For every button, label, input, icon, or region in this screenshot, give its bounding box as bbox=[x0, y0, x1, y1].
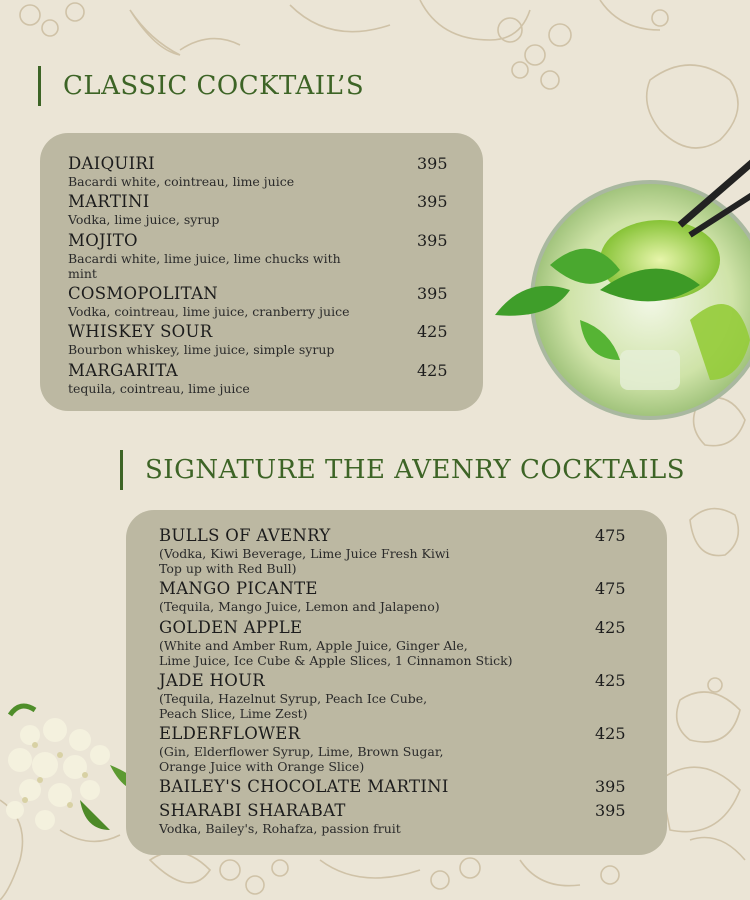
menu-item-name: MARGARITA bbox=[68, 361, 178, 380]
menu-item bbox=[68, 322, 398, 357]
menu-item-name: JADE HOUR bbox=[159, 671, 265, 690]
menu-item-description: Vodka, lime juice, syrup bbox=[68, 212, 220, 227]
menu-item-name: MOJITO bbox=[68, 231, 138, 250]
menu-item-description: Vodka, Bailey's, Rohafza, passion fruit bbox=[159, 821, 401, 836]
menu-item-name: ELDERFLOWER bbox=[159, 724, 301, 743]
menu-item-price: 395 bbox=[417, 231, 448, 250]
menu-item-price: 475 bbox=[595, 579, 626, 598]
classic-section-title bbox=[38, 66, 364, 106]
mojito-glass-image bbox=[490, 150, 750, 430]
menu-item-description: (Gin, Elderflower Syrup, Lime, Brown Sugar, Orange Juice with Orange Slice) bbox=[159, 744, 444, 774]
signature-title-text: SIGNATURE THE AVENRY COCKTAILS bbox=[145, 455, 686, 485]
menu-item bbox=[159, 618, 579, 668]
menu-item-description: Bacardi white, cointreau, lime juice bbox=[68, 174, 295, 189]
menu-item bbox=[68, 284, 398, 319]
menu-item-price: 395 bbox=[595, 801, 626, 820]
menu-item-description: (White and Amber Rum, Apple Juice, Ginger Ale, Lime Juice, Ice Cube & Apple Slices, 1 Cinnamon Stick) bbox=[159, 638, 513, 668]
menu-item bbox=[159, 801, 579, 836]
menu-item-price: 425 bbox=[417, 322, 448, 341]
menu-item-price: 395 bbox=[417, 284, 448, 303]
menu-item-price: 395 bbox=[595, 777, 626, 796]
menu-item bbox=[159, 579, 579, 614]
classic-cocktails-panel bbox=[40, 133, 483, 411]
menu-item bbox=[68, 154, 398, 189]
menu-item-name: COSMOPOLITAN bbox=[68, 284, 219, 303]
menu-item-description: tequila, cointreau, lime juice bbox=[68, 381, 250, 396]
menu-item-price: 425 bbox=[595, 724, 626, 743]
signature-section-title bbox=[120, 450, 685, 490]
menu-item-name: MARTINI bbox=[68, 192, 150, 211]
menu-item-description: (Tequila, Hazelnut Syrup, Peach Ice Cube, Peach Slice, Lime Zest) bbox=[159, 691, 428, 721]
menu-item-price: 425 bbox=[595, 618, 626, 637]
menu-item-price: 475 bbox=[595, 526, 626, 545]
menu-item bbox=[159, 671, 579, 721]
signature-cocktails-panel bbox=[126, 510, 667, 855]
menu-item-description: (Vodka, Kiwi Beverage, Lime Juice Fresh Kiwi Top up with Red Bull) bbox=[159, 546, 450, 576]
menu-item-name: WHISKEY SOUR bbox=[68, 322, 213, 341]
menu-item-description: Vodka, cointreau, lime juice, cranberry juice bbox=[68, 304, 350, 319]
title-accent-bar bbox=[120, 450, 123, 490]
menu-item-price: 425 bbox=[595, 671, 626, 690]
menu-item-description: (Tequila, Mango Juice, Lemon and Jalapeno) bbox=[159, 599, 440, 614]
menu-item-name: DAIQUIRI bbox=[68, 154, 155, 173]
menu-item-price: 395 bbox=[417, 192, 448, 211]
menu-item-name: SHARABI SHARABAT bbox=[159, 801, 346, 820]
menu-item bbox=[68, 231, 398, 281]
menu-item-price: 395 bbox=[417, 154, 448, 173]
menu-item-price: 425 bbox=[417, 361, 448, 380]
menu-item-name: GOLDEN APPLE bbox=[159, 618, 303, 637]
menu-item-name: MANGO PICANTE bbox=[159, 579, 318, 598]
menu-item bbox=[159, 777, 579, 797]
menu-item-name: BULLS OF AVENRY bbox=[159, 526, 331, 545]
menu-item-description: Bourbon whiskey, lime juice, simple syrup bbox=[68, 342, 335, 357]
classic-title-text: CLASSIC COCKTAIL’S bbox=[63, 71, 365, 101]
menu-item-name: BAILEY'S CHOCOLATE MARTINI bbox=[159, 777, 449, 796]
menu-item bbox=[159, 526, 579, 576]
menu-item bbox=[159, 724, 579, 774]
menu-item bbox=[68, 192, 398, 227]
menu-item-description: Bacardi white, lime juice, lime chucks with mint bbox=[68, 251, 341, 281]
title-accent-bar bbox=[38, 66, 41, 106]
menu-item bbox=[68, 361, 398, 396]
